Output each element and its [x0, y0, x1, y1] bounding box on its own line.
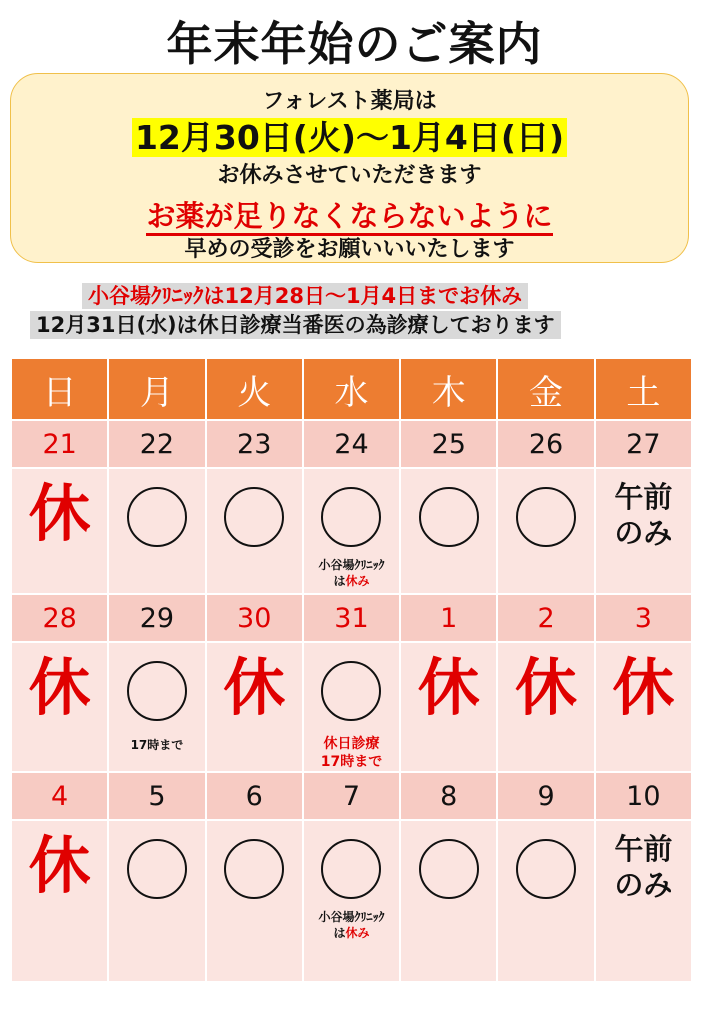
weekday-wed: 水	[303, 358, 400, 420]
until-17-note: 17時まで	[130, 738, 184, 752]
date-cell: 23	[206, 420, 303, 468]
date-cell: 1	[400, 594, 497, 642]
date-cell: 22	[108, 420, 205, 468]
open-circle-icon	[321, 487, 381, 547]
date-cell: 29	[108, 594, 205, 642]
date-cell: 21	[11, 420, 108, 468]
open-circle-icon	[321, 661, 381, 721]
closed-mark: 休	[612, 651, 675, 724]
date-cell: 24	[303, 420, 400, 468]
open-circle-icon	[321, 839, 381, 899]
clinic-closed-note: 小谷場ｸﾘﾆｯｸ は休み	[318, 910, 385, 940]
date-cell: 25	[400, 420, 497, 468]
date-cell: 4	[11, 772, 108, 820]
weekday-fri: 金	[497, 358, 594, 420]
weekday-sun: 日	[11, 358, 108, 420]
open-circle-icon	[224, 487, 284, 547]
clinic-closure-notice: 小谷場ｸﾘﾆｯｸは12月28日～1月4日までお休み	[82, 283, 528, 309]
date-cell: 30	[206, 594, 303, 642]
open-circle-icon	[419, 487, 479, 547]
closed-mark: 休	[515, 651, 578, 724]
holiday-clinic-note: 休日診療 17時まで	[320, 736, 383, 770]
open-circle-icon	[224, 839, 284, 899]
date-cell: 5	[108, 772, 205, 820]
date-cell: 26	[497, 420, 594, 468]
date-cell: 2	[497, 594, 594, 642]
morning-only-mark: 午前 のみ	[614, 832, 673, 902]
weekday-sat: 土	[595, 358, 692, 420]
date-cell: 7	[303, 772, 400, 820]
week1-date-row	[11, 420, 692, 468]
week2-status-row	[11, 642, 692, 772]
week3-status-row	[11, 820, 692, 982]
closed-mark: 休	[223, 651, 286, 724]
week3-date-row	[11, 772, 692, 820]
open-circle-icon	[419, 839, 479, 899]
date-cell: 27	[595, 420, 692, 468]
date-cell: 9	[497, 772, 594, 820]
closed-mark: 休	[417, 651, 480, 724]
closed-mark: 休	[28, 477, 91, 550]
weekday-header-row	[11, 358, 692, 420]
closed-mark: 休	[28, 651, 91, 724]
notice-rest: お休みさせていただきます	[217, 163, 482, 188]
notice-early-visit: 早めの受診をお願いいいたします	[184, 237, 515, 262]
date-cell: 3	[595, 594, 692, 642]
date-cell: 8	[400, 772, 497, 820]
clinic-closed-note: 小谷場ｸﾘﾆｯｸ は休み	[318, 558, 385, 588]
week1-status-row	[11, 468, 692, 594]
holiday-clinic-notice: 12月31日(水)は休日診療当番医の為診療しております	[30, 311, 561, 339]
notice-dates: 12月30日(火)～1月4日(日)	[132, 118, 567, 157]
notice-pharmacy: フォレスト薬局は	[262, 89, 437, 114]
open-circle-icon	[516, 839, 576, 899]
weekday-mon: 月	[108, 358, 205, 420]
notice-warning: お薬が足りなくならないように	[146, 199, 552, 236]
open-circle-icon	[127, 487, 187, 547]
weekday-tue: 火	[206, 358, 303, 420]
open-circle-icon	[127, 839, 187, 899]
morning-only-mark: 午前 のみ	[614, 480, 673, 550]
date-cell: 31	[303, 594, 400, 642]
calendar	[10, 357, 693, 1024]
notice-box	[10, 73, 689, 263]
closed-mark: 休	[28, 829, 91, 902]
weekday-thu: 木	[400, 358, 497, 420]
open-circle-icon	[127, 661, 187, 721]
date-cell: 10	[595, 772, 692, 820]
open-circle-icon	[516, 487, 576, 547]
date-cell: 6	[206, 772, 303, 820]
date-cell: 28	[11, 594, 108, 642]
page-title: 年末年始のご案内	[166, 17, 543, 71]
week2-date-row	[11, 594, 692, 642]
